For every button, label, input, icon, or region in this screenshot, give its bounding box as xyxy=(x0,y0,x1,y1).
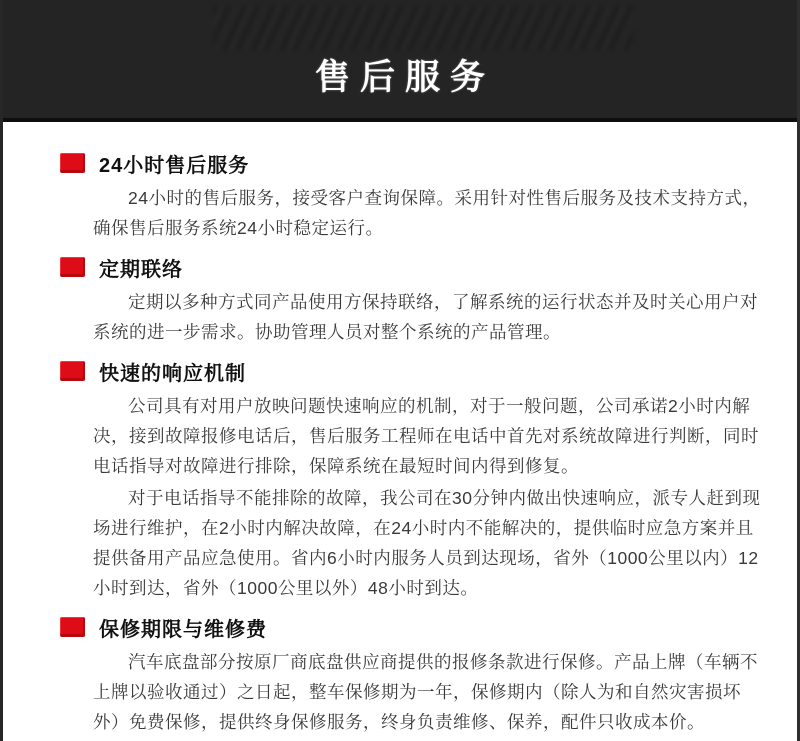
section-heading-row xyxy=(60,614,762,640)
section-regular-contact xyxy=(60,254,762,347)
section-24h-service xyxy=(60,150,762,243)
section-rapid-response xyxy=(60,358,762,603)
section-heading-row xyxy=(60,358,762,384)
section-paragraph: 公司具有对用户放映问题快速响应的机制，对于一般问题，公司承诺2小时内解决，接到故障报修电话后，售后服务工程师在电话中首先对系统故障进行判断，同时电话指导对故障进行排除，保障系统在最短时间内得到修复。 xyxy=(93,396,759,476)
section-paragraph: 定期以多种方式同产品使用方保持联络，了解系统的运行状态并及时关心用户对系统的进一步需求。协助管理人员对整个系统的产品管理。 xyxy=(93,292,758,342)
red-square-icon xyxy=(60,257,85,277)
section-heading-row xyxy=(60,150,762,176)
section-heading: 保修期限与维修费 xyxy=(99,618,267,641)
section-heading: 24小时售后服务 xyxy=(99,154,250,177)
section-paragraph: 对于电话指导不能排除的故障，我公司在30分钟内做出快速响应，派专人赶到现场进行维护，在2小时内解决故障，在24小时内不能解决的，提供临时应急方案并且提供备用产品应急使用。省内6小时内服务人员到达现场，省外（1000公里以内）12小时到达，省外（1000公里以外）48小时到达。 xyxy=(93,488,761,598)
red-square-icon xyxy=(60,153,85,173)
section-heading: 定期联络 xyxy=(99,258,183,281)
section-paragraph: 24小时的售后服务，接受客户查询保障。采用针对性售后服务及技术支持方式，确保售后服务系统24小时稳定运行。 xyxy=(93,188,761,238)
section-heading-row xyxy=(60,254,762,280)
red-square-icon xyxy=(60,617,85,637)
header-banner xyxy=(3,0,797,122)
section-warranty xyxy=(60,614,762,737)
section-heading: 快速的响应机制 xyxy=(99,362,246,385)
red-square-icon xyxy=(60,361,85,381)
service-content xyxy=(3,122,797,737)
page-title: 售后服务 xyxy=(314,58,495,97)
section-paragraph: 汽车底盘部分按原厂商底盘供应商提供的报修条款进行保修。产品上牌（车辆不上牌以验收通过）之日起，整车保修期为一年，保修期内（除人为和自然灾害损坏外）免费保修，提供终身保修服务，终身负责维修、保养，配件只收成本价。 xyxy=(93,652,758,732)
